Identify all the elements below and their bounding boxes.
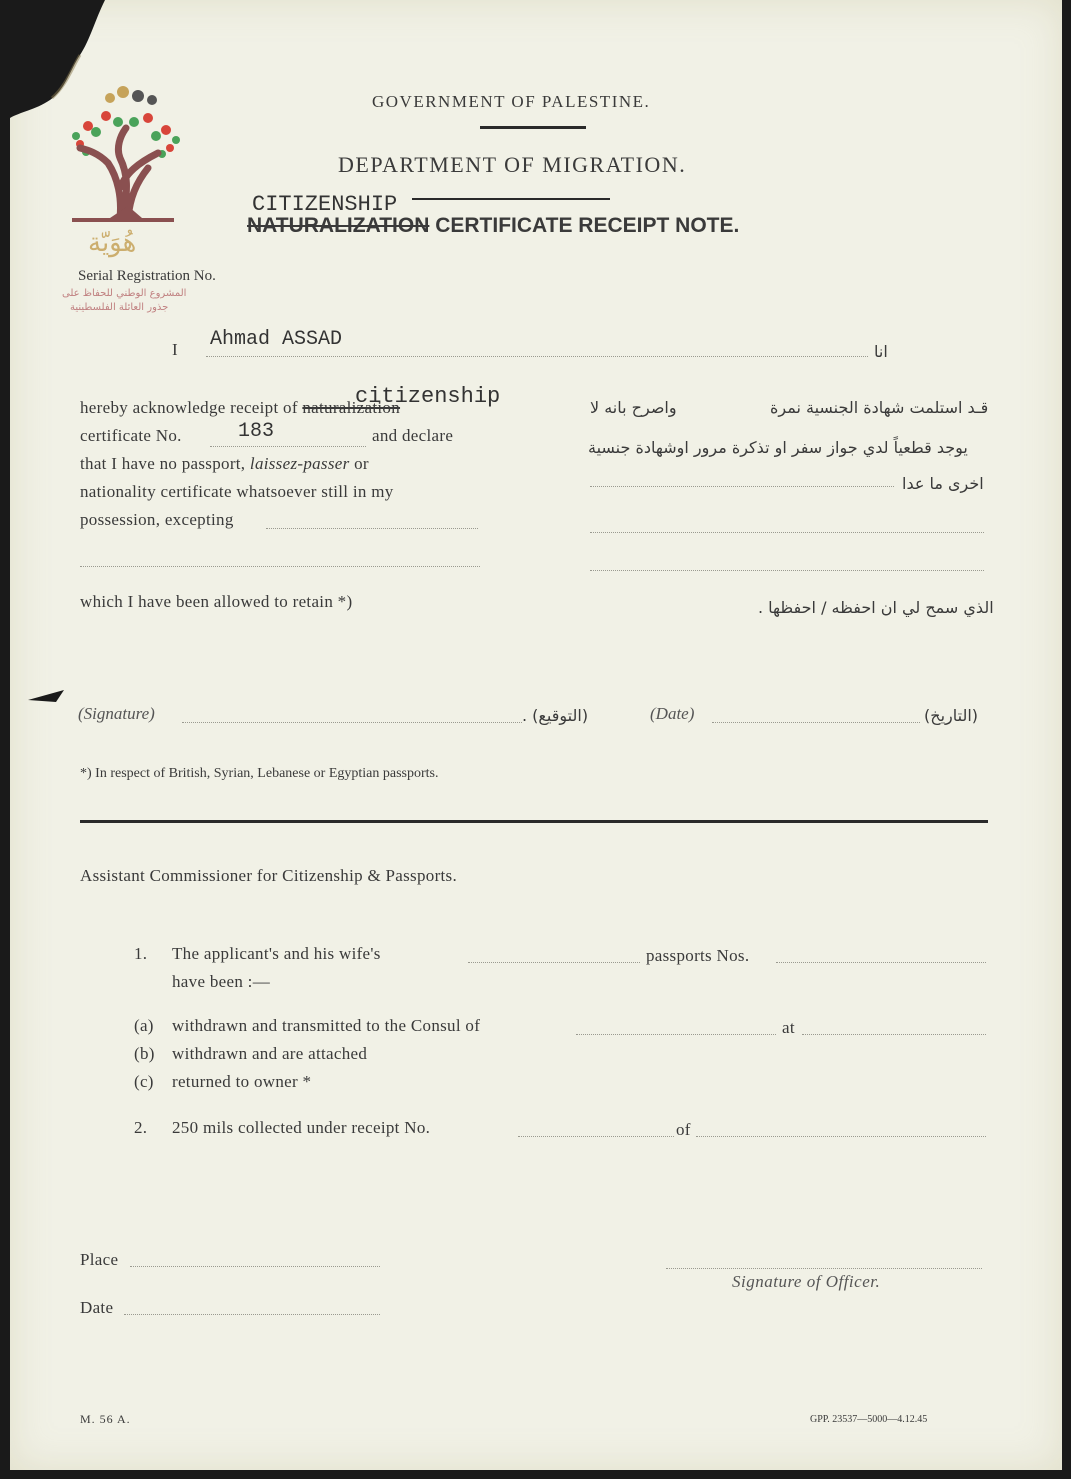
excepting-line-2 (80, 566, 480, 567)
retain-text: which I have been allowed to retain *) (80, 592, 353, 611)
arrow-marker-icon (28, 690, 64, 710)
section-divider (80, 820, 988, 823)
arabic-line-1a: واصرح بانه لا (590, 398, 677, 417)
header-rule-1 (480, 126, 586, 129)
header-rule-2 (412, 198, 610, 200)
arabic-line-1b: قـد استلمت شهادة الجنسية نمرة (770, 398, 989, 417)
assistant-commissioner: Assistant Commissioner for Citizenship & Passports. (80, 866, 458, 885)
body-line-3 (80, 454, 369, 474)
body-line-5: possession, excepting (80, 510, 234, 529)
typed-citizenship: citizenship (355, 384, 501, 409)
item-a-at: at (782, 1018, 795, 1037)
date-arabic-label: (التاريخ) (924, 706, 979, 725)
laissez-passer: laissez-passer (249, 454, 350, 473)
logo-tagline-1: المشروع الوطني للحفاظ على (62, 288, 187, 299)
date-line (712, 722, 920, 723)
logo-tagline-2: جذور العائلة الفلسطينية (70, 302, 169, 313)
date-bottom-line (124, 1314, 380, 1315)
item-2-number: 2. (134, 1118, 148, 1137)
date-bottom-label: Date (80, 1298, 114, 1317)
body-line-2-end: and declare (372, 426, 454, 445)
struck-naturalization: NATURALIZATION (247, 214, 430, 237)
certificate-number: 183 (238, 420, 275, 443)
item-a-consul-line (576, 1034, 776, 1035)
declarant-arabic-prefix: انا (874, 342, 888, 361)
officer-signature-line (666, 1268, 982, 1269)
item-1-passports-line (776, 962, 986, 963)
logo-brand-word: هُوَيّة (88, 228, 137, 258)
family-tree-logo-icon (58, 78, 188, 228)
item-c-label: (c) (134, 1072, 154, 1091)
date-label: (Date) (650, 704, 695, 723)
declarant-name: Ahmad ASSAD (210, 328, 343, 351)
arabic-excepting-line-2 (590, 532, 984, 533)
item-1-number: 1. (134, 944, 148, 963)
officer-signature-label: Signature of Officer. (732, 1272, 881, 1291)
government-heading: GOVERNMENT OF PALESTINE. (372, 92, 651, 111)
arabic-excepting-line-3 (590, 570, 984, 571)
arabic-line-2: يوجد قطعياً لدي جواز سفر او تذكرة مرور اوشهادة جنسية (588, 438, 968, 457)
body-line-2-label: certificate No. (80, 426, 182, 445)
item-2-receipt-line (518, 1136, 674, 1137)
place-label: Place (80, 1250, 119, 1269)
arabic-excepting-line (590, 486, 894, 487)
item-a-label: (a) (134, 1016, 154, 1035)
body-line-1 (80, 398, 400, 418)
certificate-number-line (210, 446, 366, 447)
excepting-line (266, 528, 478, 529)
document-page (10, 0, 1062, 1470)
item-1-text: The applicant's and his wife's (172, 944, 381, 963)
serial-registration-label: Serial Registration No. (78, 268, 216, 284)
certificate-title (247, 214, 739, 238)
item-b-label: (b) (134, 1044, 155, 1063)
item-c-text: returned to owner * (172, 1072, 312, 1091)
footnote: *) In respect of British, Syrian, Lebanese or Egyptian passports. (80, 766, 439, 781)
title-rest: CERTIFICATE RECEIPT NOTE. (435, 214, 740, 237)
item-1-line-2: have been :— (172, 972, 271, 991)
item-a-at-line (802, 1034, 986, 1035)
signature-label: (Signature) (78, 704, 155, 723)
body-line-4: nationality certificate whatsoever still in my (80, 482, 394, 501)
arabic-line-3: اخرى ما عدا (902, 474, 984, 493)
signature-arabic-label: (التوقيع) . (522, 706, 589, 725)
name-line (206, 356, 868, 357)
item-2-of-line (696, 1136, 986, 1137)
item-2-text: 250 mils collected under receipt No. (172, 1118, 431, 1137)
item-1-line (468, 962, 640, 963)
line3-b: or (354, 454, 369, 473)
print-reference: GPP. 23537—5000—4.12.45 (810, 1414, 928, 1425)
item-2-of: of (676, 1120, 691, 1139)
item-1-passports: passports Nos. (646, 946, 750, 965)
line3-a: that I have no passport, (80, 454, 246, 473)
line1-text: hereby acknowledge receipt of (80, 398, 298, 417)
department-heading: DEPARTMENT OF MIGRATION. (338, 152, 687, 177)
declarant-prefix: I (172, 340, 178, 359)
item-b-text: withdrawn and are attached (172, 1044, 368, 1063)
place-line (130, 1266, 380, 1267)
typed-citizenship-correction: CITIZENSHIP (252, 192, 398, 217)
form-number: M. 56 A. (80, 1412, 131, 1426)
signature-line (182, 722, 522, 723)
item-a-text: withdrawn and transmitted to the Consul of (172, 1016, 481, 1035)
arabic-retain: الذي سمح لي ان احفظه / احفظها . (758, 598, 994, 617)
struck-naturalization-word: naturalization (302, 398, 401, 417)
